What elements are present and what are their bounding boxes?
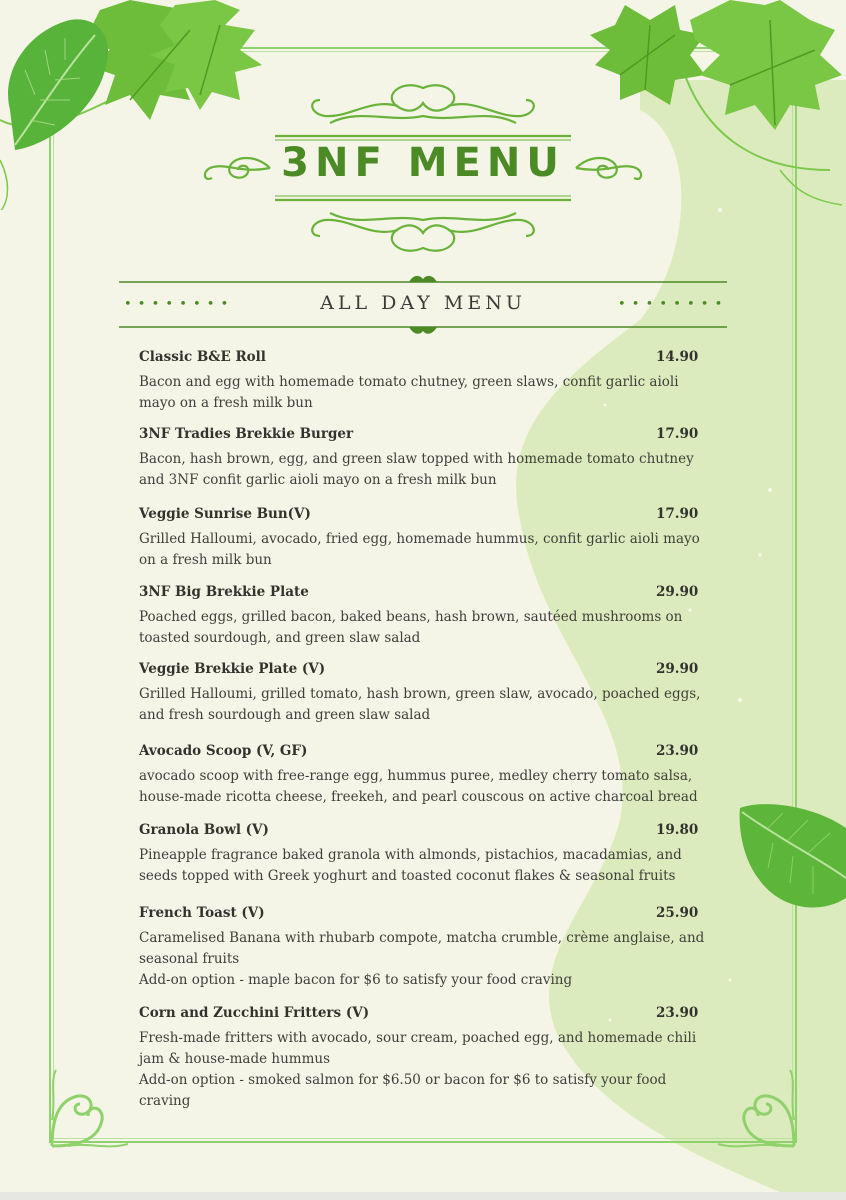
item-name: Classic B&E Roll [139, 349, 266, 365]
corner-flourish-bottom-left [48, 1060, 138, 1150]
dots-left: • • • • • • • • [124, 297, 230, 312]
item-addon: Add-on option - smoked salmon for $6.50 or bacon for $6 to satisfy your food craving [139, 1072, 667, 1109]
bottom-strip [0, 1192, 846, 1200]
item-description: Grilled Halloumi, avocado, fried egg, homemade hummus, confit garlic aioli mayo on a fresh milk bun [139, 531, 700, 568]
item-price: 23.90 [656, 743, 699, 759]
item-price: 29.90 [656, 584, 699, 600]
item-name: Granola Bowl (V) [139, 822, 269, 838]
item-price: 17.90 [656, 506, 699, 522]
item-description-text: Fresh-made fritters with avocado, sour cream, poached egg, and homemade chili jam & house-made hummus [139, 1030, 697, 1067]
item-price: 29.90 [656, 661, 699, 677]
item-name: 3NF Big Brekkie Plate [139, 584, 309, 600]
item-description: Poached eggs, grilled bacon, baked beans, hash brown, sautéed mushrooms on toasted sourdough, and green slaw salad [139, 609, 683, 646]
corner-flourish-bottom-right [708, 1060, 798, 1150]
item-name: 3NF Tradies Brekkie Burger [139, 426, 354, 442]
mint-leaf-right-icon [738, 798, 846, 916]
item-price: 14.90 [656, 349, 699, 365]
item-name: French Toast (V) [139, 905, 265, 921]
item-description: Grilled Halloumi, grilled tomato, hash brown, green slaw, avocado, poached eggs, and fresh sourdough and green slaw salad [139, 686, 701, 723]
item-addon: Add-on option - maple bacon for $6 to satisfy your food craving [139, 972, 573, 988]
item-description-text: Caramelised Banana with rhubarb compote, matcha crumble, crème anglaise, and seasonal fruits [139, 930, 705, 967]
item-description: Pineapple fragrance baked granola with almonds, pistachios, macadamias, and seeds topped with Greek yoghurt and toasted coconut flakes & seasonal fruits [139, 847, 682, 884]
menu-title: 3NF MENU [281, 140, 565, 186]
item-name: Corn and Zucchini Fritters (V) [139, 1005, 370, 1021]
item-description [139, 1028, 719, 1112]
section-title: ALL DAY MENU [320, 292, 526, 314]
item-price: 25.90 [656, 905, 699, 921]
item-description: Bacon and egg with homemade tomato chutney, green slaws, confit garlic aioli mayo on a fresh milk bun [139, 374, 679, 411]
item-description: avocado scoop with free-range egg, hummus puree, medley cherry tomato salsa, house-made ricotta cheese, freekeh, and pearl couscous on active charcoal bread [139, 768, 698, 805]
dots-right: • • • • • • • • [618, 297, 724, 312]
item-price: 23.90 [656, 1005, 699, 1021]
item-name: Avocado Scoop (V, GF) [139, 743, 308, 759]
item-description: Bacon, hash brown, egg, and green slaw topped with homemade tomato chutney and 3NF confit garlic aioli mayo on a fresh milk bun [139, 451, 694, 488]
item-price: 17.90 [656, 426, 699, 442]
item-name: Veggie Sunrise Bun(V) [139, 506, 311, 522]
item-description [139, 928, 719, 991]
item-price: 19.80 [656, 822, 699, 838]
item-name: Veggie Brekkie Plate (V) [139, 661, 326, 677]
